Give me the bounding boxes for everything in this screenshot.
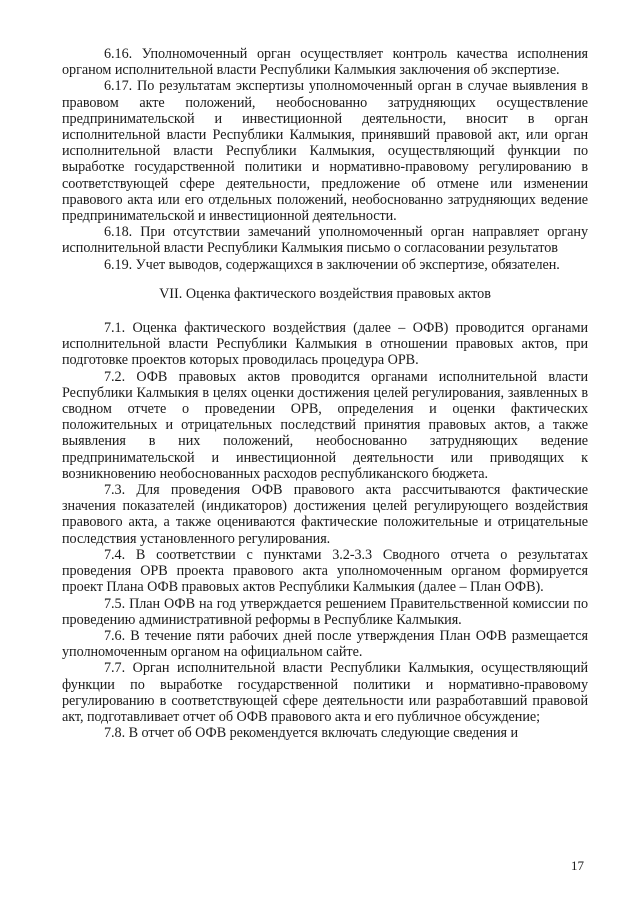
document-page [62,46,588,876]
paragraph-7-1: 7.1. Оценка фактического воздействия (далее – ОФВ) проводится органами исполнительной власти Республики Калмыкия в отношении правовых актов, при подготовке проектов которых проводилась процедура ОРВ. [62,320,588,369]
paragraph-6-18: 6.18. При отсутствии замечаний уполномоченный орган направляет органу исполнительной власти Республики Калмыкия письмо о согласовании результатов [62,224,588,257]
paragraph-7-4: 7.4. В соответствии с пунктами 3.2-3.3 Сводного отчета о результатах проведения ОРВ проекта правового акта уполномоченным органом формируется проект Плана ОФВ правовых актов Республики Калмыкия (далее – План ОФВ). [62,546,588,596]
section-heading: VII. Оценка фактического воздействия правовых актов [159,285,491,302]
paragraph-7-8: 7.8. В отчет об ОФВ рекомендуется включать следующие сведения и [104,725,519,742]
page-number: 17 [571,858,584,873]
paragraph-7-5: 7.5. План ОФВ на год утверждается решением Правительственной комиссии по проведению административной реформы в Республике Калмыкия. [62,595,588,628]
paragraph-7-7: 7.7. Орган исполнительной власти Республики Калмыкия, осуществляющий функции по выработке государственной политики и нормативно-правовому регулированию в соответствующей сфере деятельности или разработавший правовой акт, подготавливает отчет об ОФВ правового акта и его публичное обсуждение; [62,660,588,725]
paragraph-7-3: 7.3. Для проведения ОФВ правового акта рассчитываются фактические значения показателей (индикаторов) достижения целей регулирующего воздействия правового акта, а также оцениваются фактические положительные и отрицательные последствия установленного регулирования. [62,482,588,547]
paragraph-7-2: 7.2. ОФВ правовых актов проводится органами исполнительной власти Республики Калмыкия в целях оценки достижения целей регулирования, заявленных в сводном отчете о проведении ОРВ, определения и оценки фактических положительных и отрицательных последствий принятия правовых актов, а также выявления в них положений, необоснованно затрудняющих ведение предпринимательской и инвестиционной деятельности или приводящих к возникновению необоснованных расходов республиканского бюджета. [62,368,588,482]
paragraph-6-19: 6.19. Учет выводов, содержащихся в заключении об экспертизе, обязателен. [104,256,560,273]
paragraph-6-17: 6.17. По результатам экспертизы уполномоченный орган в случае выявления в правовом акте положений, необоснованно затрудняющих осуществление предпринимательской и инвестиционной деятельности, вносит в орган исполнительной власти Республики Калмыкия, принявший правовой акт, или орган исполнительной власти Республики Калмыкия, осуществляющий функции по выработке государственной политики и нормативно-правовому регулированию в соответствующей сфере деятельности, предложение об отмене или изменении правового акта или его отдельных положений, необоснованно затрудняющих ведение предпринимательской и инвестиционной деятельности. [62,78,588,225]
paragraph-7-6: 7.6. В течение пяти рабочих дней после утверждения План ОФВ размещается уполномоченным органом на официальном сайте. [62,627,588,661]
paragraph-6-16: 6.16. Уполномоченный орган осуществляет контроль качества исполнения органом исполнительной власти Республики Калмыкия заключения об экспертизе. [62,46,588,79]
